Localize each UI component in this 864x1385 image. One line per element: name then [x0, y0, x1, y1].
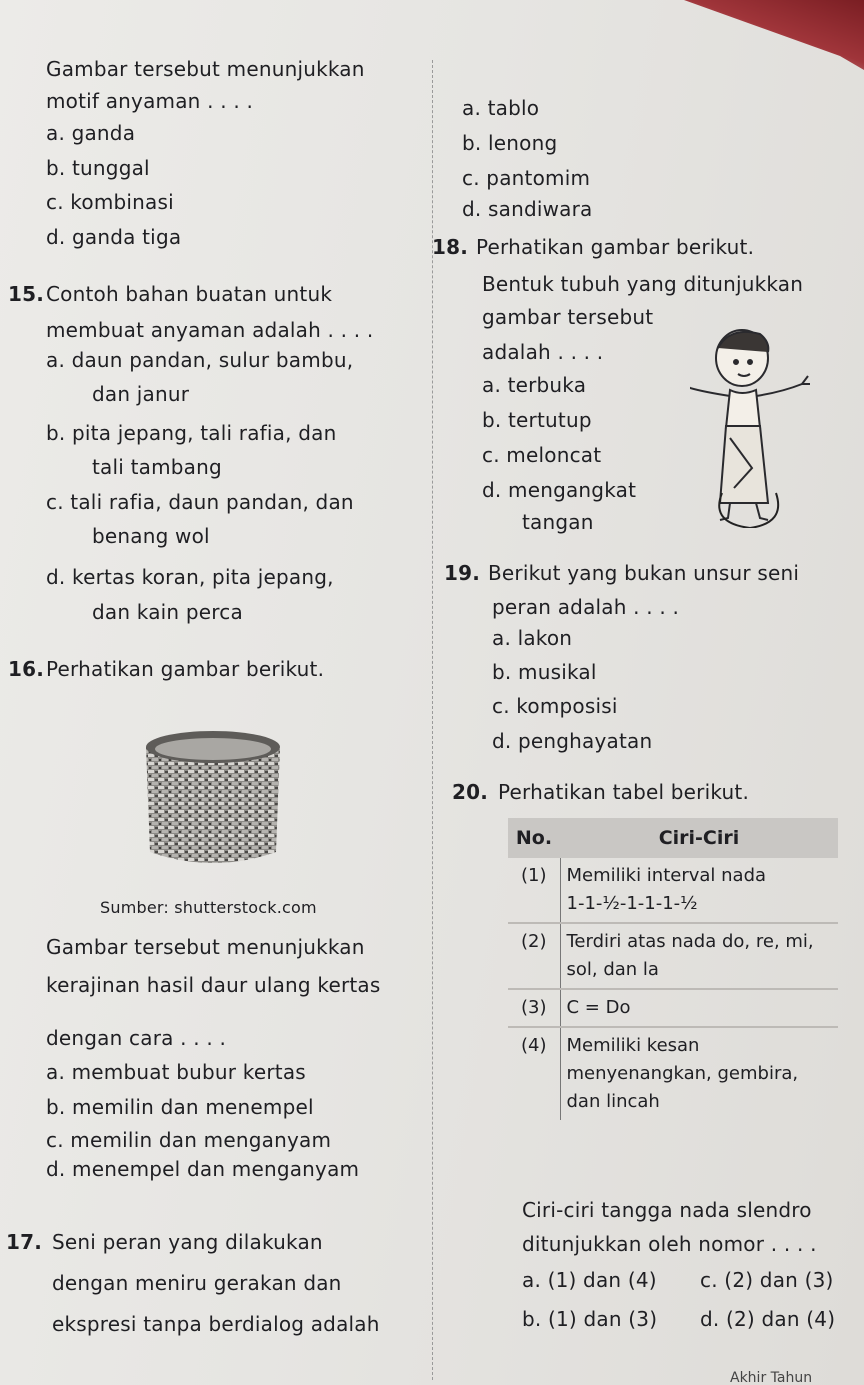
q14-option-c: c. kombinasi — [46, 190, 174, 214]
q18-option-a: a. terbuka — [482, 373, 587, 397]
q19-option-c: c. komposisi — [492, 694, 618, 718]
q14-option-d: d. ganda tiga — [46, 225, 182, 249]
q19-option-d: d. penghayatan — [492, 729, 653, 753]
q16-number: 16. — [8, 657, 45, 681]
table-cell-line: menyenangkan, gembira, — [566, 1063, 799, 1084]
table-row — [508, 858, 838, 923]
q18-line2: Bentuk tubuh yang ditunjukkan — [482, 272, 804, 296]
table-cell-line: Terdiri atas nada do, re, mi, — [566, 931, 814, 952]
table-row — [508, 1027, 838, 1120]
q15-line2: membuat anyaman adalah . . . . — [46, 318, 374, 342]
table-cell-ciri — [560, 989, 838, 1027]
q17-option-c: c. pantomim — [462, 166, 591, 190]
q18-option-c: c. meloncat — [482, 443, 602, 467]
table-cell-line: dan lincah — [566, 1091, 660, 1112]
table-cell-line: Memiliki kesan — [566, 1035, 700, 1056]
q19-number: 19. — [444, 561, 481, 585]
q14-option-b: b. tunggal — [46, 156, 150, 180]
table-cell-ciri — [560, 1027, 838, 1120]
q20-option-a: a. (1) dan (4) — [522, 1268, 657, 1292]
q20-question-line2: ditunjukkan oleh nomor . . . . — [522, 1232, 817, 1256]
q19-option-b: b. musikal — [492, 660, 597, 684]
q16-option-c: c. memilin dan menganyam — [46, 1128, 332, 1152]
table-header-row — [508, 818, 838, 858]
q15-option-d1: d. kertas koran, pita jepang, — [46, 565, 334, 589]
table-cell-line: sol, dan la — [566, 959, 659, 980]
table-header-no: No. — [508, 818, 560, 858]
dancer-illustration — [690, 318, 820, 528]
q16-line1: Perhatikan gambar berikut. — [46, 657, 325, 681]
q15-number: 15. — [8, 282, 45, 306]
q20-line1: Perhatikan tabel berikut. — [498, 780, 750, 804]
q16-option-d: d. menempel dan menganyam — [46, 1157, 360, 1181]
q18-option-d: d. mengangkat — [482, 478, 637, 502]
q14-option-a: a. ganda — [46, 121, 136, 145]
table-cell-no: (3) — [508, 989, 560, 1027]
q16-option-b: b. memilin dan menempel — [46, 1095, 314, 1119]
q17-option-b: b. lenong — [462, 131, 558, 155]
q17-option-d: d. sandiwara — [462, 197, 593, 221]
q18-option-d2: tangan — [522, 510, 594, 534]
woven-basket-image — [138, 722, 288, 867]
table-cell-no: (4) — [508, 1027, 560, 1120]
q20-option-b: b. (1) dan (3) — [522, 1307, 658, 1331]
q17-line1: Seni peran yang dilakukan — [52, 1230, 323, 1254]
q20-table — [508, 818, 838, 1120]
q15-option-c1: c. tali rafia, daun pandan, dan — [46, 490, 354, 514]
q16-question-line3: dengan cara . . . . — [46, 1026, 227, 1050]
q20-option-c: c. (2) dan (3) — [700, 1268, 834, 1292]
table-cell-no: (1) — [508, 858, 560, 923]
q17-line2: dengan meniru gerakan dan — [52, 1271, 342, 1295]
q17-number: 17. — [6, 1230, 43, 1254]
table-cell-ciri — [560, 923, 838, 989]
q15-option-d2: dan kain perca — [92, 600, 243, 624]
q15-option-a1: a. daun pandan, sulur bambu, — [46, 348, 354, 372]
q15-option-c2: benang wol — [92, 524, 210, 548]
q19-option-a: a. lakon — [492, 626, 573, 650]
q20-option-d: d. (2) dan (4) — [700, 1307, 836, 1331]
q20-question-line1: Ciri-ciri tangga nada slendro — [522, 1198, 812, 1222]
table-cell-line: C = Do — [566, 997, 631, 1018]
q18-line1: Perhatikan gambar berikut. — [476, 235, 755, 259]
table-header-ciri: Ciri-Ciri — [560, 818, 838, 858]
q17-option-a: a. tablo — [462, 96, 540, 120]
q16-question-line1: Gambar tersebut menunjukkan — [46, 935, 365, 959]
q16-option-a: a. membuat bubur kertas — [46, 1060, 306, 1084]
q16-question-line2: kerajinan hasil daur ulang kertas — [46, 973, 381, 997]
table-row — [508, 989, 838, 1027]
q18-option-b: b. tertutup — [482, 408, 592, 432]
table-cell-line: Memiliki interval nada — [566, 865, 767, 886]
table-cell-ciri — [560, 858, 838, 923]
footer-label: Akhir Tahun — [730, 1370, 813, 1385]
q15-option-a2: dan janur — [92, 382, 190, 406]
q15-option-b2: tali tambang — [92, 455, 222, 479]
table-cell-no: (2) — [508, 923, 560, 989]
q19-line2: peran adalah . . . . — [492, 595, 680, 619]
q14-line1: Gambar tersebut menunjukkan — [46, 57, 365, 81]
q18-line4: adalah . . . . — [482, 340, 604, 364]
q18-line3: gambar tersebut — [482, 305, 654, 329]
q17-line3: ekspresi tanpa berdialog adalah — [52, 1312, 380, 1336]
q16-image-source: Sumber: shutterstock.com — [100, 898, 317, 917]
table-cell-line: 1-1-½-1-1-1-½ — [566, 893, 698, 914]
q19-line1: Berikut yang bukan unsur seni — [488, 561, 800, 585]
q15-line1: Contoh bahan buatan untuk — [46, 282, 333, 306]
table-row — [508, 923, 838, 989]
q14-line2: motif anyaman . . . . — [46, 89, 254, 113]
q20-number: 20. — [452, 780, 489, 804]
q18-number: 18. — [432, 235, 469, 259]
q15-option-b1: b. pita jepang, tali rafia, dan — [46, 421, 337, 445]
